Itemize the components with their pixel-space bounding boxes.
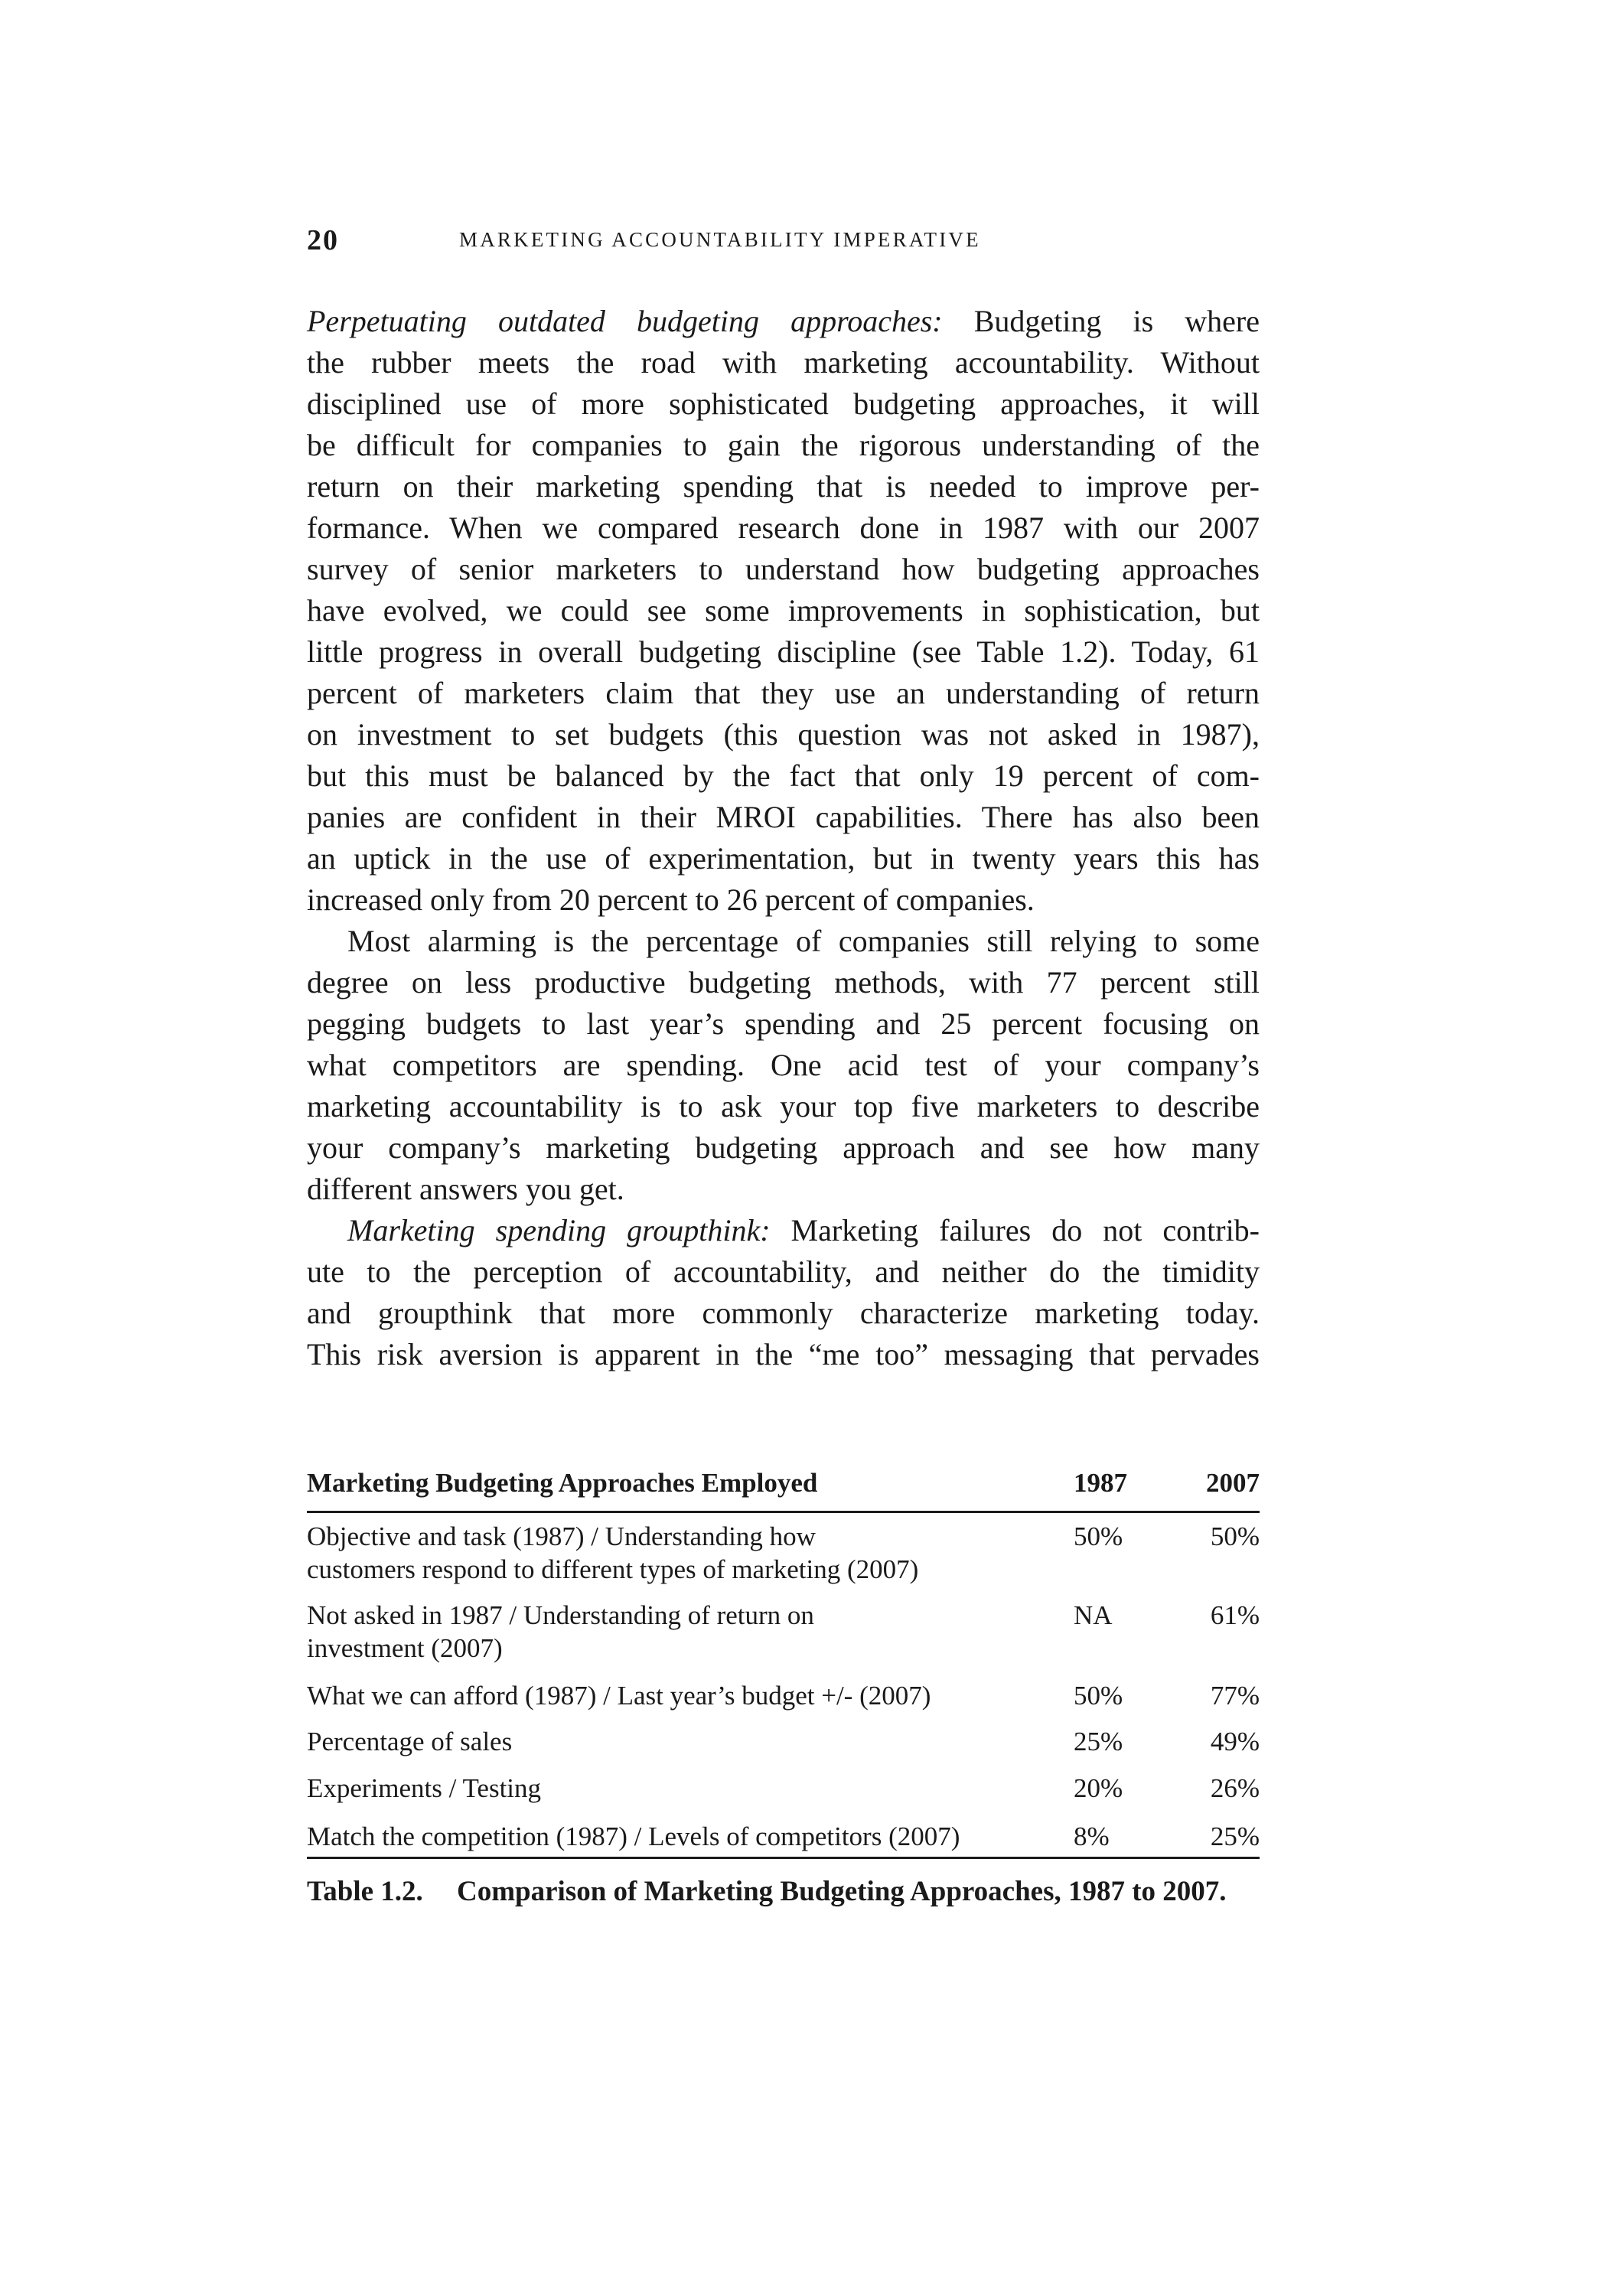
table-cell-approach: Objective and task (1987) / Understanding how bbox=[307, 1521, 816, 1551]
table-header-label: Marketing Budgeting Approaches Employed bbox=[307, 1468, 818, 1498]
table-cell-approach: customers respond to different types of marketing (2007) bbox=[307, 1554, 919, 1584]
table-row bbox=[307, 1520, 1260, 1584]
table-row bbox=[307, 1772, 1260, 1805]
body-line-text: little progress in overall budgeting discipline (see Table 1.2). Today, 61 bbox=[307, 634, 1260, 669]
body-line-text: panies are confident in their MROI capabilities. There has also been bbox=[307, 800, 1260, 834]
table-bottom-rule bbox=[307, 1857, 1260, 1859]
body-line bbox=[307, 507, 1260, 549]
body-line bbox=[307, 1127, 1260, 1169]
body-line bbox=[347, 921, 1260, 962]
body-line-text: different answers you get. bbox=[307, 1172, 624, 1206]
table-row bbox=[307, 1599, 1260, 1663]
body-line-text: This risk aversion is apparent in the “me too” messaging that pervades bbox=[307, 1337, 1260, 1371]
table-cell-2007: 49% bbox=[1210, 1727, 1260, 1756]
body-line bbox=[307, 714, 1260, 755]
body-line-text: marketing accountability is to ask your top five marketers to describe bbox=[307, 1089, 1260, 1124]
table-cell-approach: Not asked in 1987 / Understanding of return on bbox=[307, 1600, 814, 1630]
body-line-text: Budgeting is where bbox=[942, 304, 1260, 338]
table-cell-2007: 50% bbox=[1210, 1521, 1260, 1551]
table-row bbox=[307, 1679, 1260, 1713]
body-line-text: ute to the perception of accountability, and neither do the timidity bbox=[307, 1254, 1260, 1289]
body-line-text: on investment to set budgets (this question was not asked in 1987), bbox=[307, 717, 1260, 752]
running-head: MARKETING ACCOUNTABILITY IMPERATIVE bbox=[459, 228, 981, 251]
table-header-1987: 1987 bbox=[1074, 1468, 1127, 1498]
body-line bbox=[307, 1169, 1260, 1210]
body-line bbox=[307, 1334, 1260, 1375]
table-cell-1987: 8% bbox=[1074, 1821, 1110, 1851]
body-line bbox=[307, 590, 1260, 631]
body-line bbox=[307, 631, 1260, 673]
body-line bbox=[307, 342, 1260, 383]
table-caption-title: Comparison of Marketing Budgeting Approaches, 1987 to 2007. bbox=[457, 1876, 1227, 1907]
body-line bbox=[307, 962, 1260, 1003]
table-row bbox=[307, 1820, 1260, 1854]
page-number: 20 bbox=[307, 224, 339, 256]
table-cell-1987: 50% bbox=[1074, 1521, 1123, 1551]
body-line-text: formance. When we compared research done in 1987 with our 2007 bbox=[307, 510, 1260, 545]
table-cell-2007: 26% bbox=[1210, 1773, 1260, 1803]
body-line bbox=[307, 425, 1260, 466]
table-cell-approach: Match the competition (1987) / Levels of competitors (2007) bbox=[307, 1821, 960, 1851]
body-line bbox=[307, 301, 1260, 342]
table-cell-approach: Experiments / Testing bbox=[307, 1773, 542, 1803]
body-line-text: but this must be balanced by the fact that only 19 percent of com- bbox=[307, 758, 1260, 793]
body-line bbox=[307, 1086, 1260, 1127]
table-caption-number: Table 1.2. bbox=[307, 1876, 423, 1907]
body-line-text: increased only from 20 percent to 26 percent of companies. bbox=[307, 882, 1035, 917]
table-cell-1987: NA bbox=[1074, 1600, 1113, 1630]
body-line bbox=[307, 673, 1260, 714]
body-line-text: Marketing failures do not contrib- bbox=[770, 1213, 1260, 1247]
table-cell-1987: 25% bbox=[1074, 1727, 1123, 1756]
table-cell-2007: 25% bbox=[1210, 1821, 1260, 1851]
body-line-text: what competitors are spending. One acid test of your company’s bbox=[307, 1048, 1260, 1082]
body-line-text: return on their marketing spending that is needed to improve per- bbox=[307, 469, 1260, 504]
body-line-text: and groupthink that more commonly characterize marketing today. bbox=[307, 1296, 1260, 1330]
table-cell-approach: Percentage of sales bbox=[307, 1727, 513, 1756]
body-line bbox=[307, 1003, 1260, 1045]
body-line bbox=[307, 466, 1260, 507]
run-in-heading: Marketing spending groupthink: bbox=[347, 1213, 771, 1247]
body-line bbox=[307, 549, 1260, 590]
body-line-text: degree on less productive budgeting methods, with 77 percent still bbox=[307, 965, 1260, 1000]
body-line bbox=[307, 383, 1260, 425]
body-line bbox=[307, 797, 1260, 838]
body-line-text: survey of senior marketers to understand how budgeting approaches bbox=[307, 552, 1260, 586]
body-line bbox=[307, 755, 1260, 797]
body-line-text: pegging budgets to last year’s spending and 25 percent focusing on bbox=[307, 1006, 1260, 1041]
table-cell-1987: 50% bbox=[1074, 1681, 1123, 1711]
body-line-text: Most alarming is the percentage of companies still relying to some bbox=[347, 924, 1260, 958]
table-header-2007: 2007 bbox=[1206, 1468, 1260, 1498]
body-line bbox=[307, 838, 1260, 879]
body-line bbox=[307, 1293, 1260, 1334]
body-line bbox=[307, 1251, 1260, 1293]
table-cell-approach: investment (2007) bbox=[307, 1633, 503, 1663]
body-line-text: have evolved, we could see some improvements in sophistication, but bbox=[307, 593, 1260, 628]
body-line-text: an uptick in the use of experimentation, but in twenty years this has bbox=[307, 841, 1260, 876]
body-line-text: be difficult for companies to gain the rigorous understanding of the bbox=[307, 428, 1260, 462]
table-cell-approach: What we can afford (1987) / Last year’s budget +/- (2007) bbox=[307, 1681, 931, 1711]
body-line-text: percent of marketers claim that they use an understanding of return bbox=[307, 676, 1260, 710]
table-header-row bbox=[307, 1466, 1260, 1500]
body-line-text: your company’s marketing budgeting approach and see how many bbox=[307, 1130, 1260, 1165]
body-line-text: the rubber meets the road with marketing accountability. Without bbox=[307, 345, 1260, 380]
table-header-rule bbox=[307, 1511, 1260, 1513]
table-cell-2007: 77% bbox=[1210, 1681, 1260, 1711]
body-line-text: disciplined use of more sophisticated budgeting approaches, it will bbox=[307, 386, 1260, 421]
table-cell-1987: 20% bbox=[1074, 1773, 1123, 1803]
body-line bbox=[347, 1210, 1260, 1251]
body-line bbox=[307, 1045, 1260, 1086]
run-in-heading: Perpetuating outdated budgeting approaches: bbox=[307, 304, 943, 338]
table-row bbox=[307, 1725, 1260, 1759]
table-cell-2007: 61% bbox=[1210, 1600, 1260, 1630]
body-line bbox=[307, 879, 1260, 921]
table-caption bbox=[307, 1875, 1260, 1908]
